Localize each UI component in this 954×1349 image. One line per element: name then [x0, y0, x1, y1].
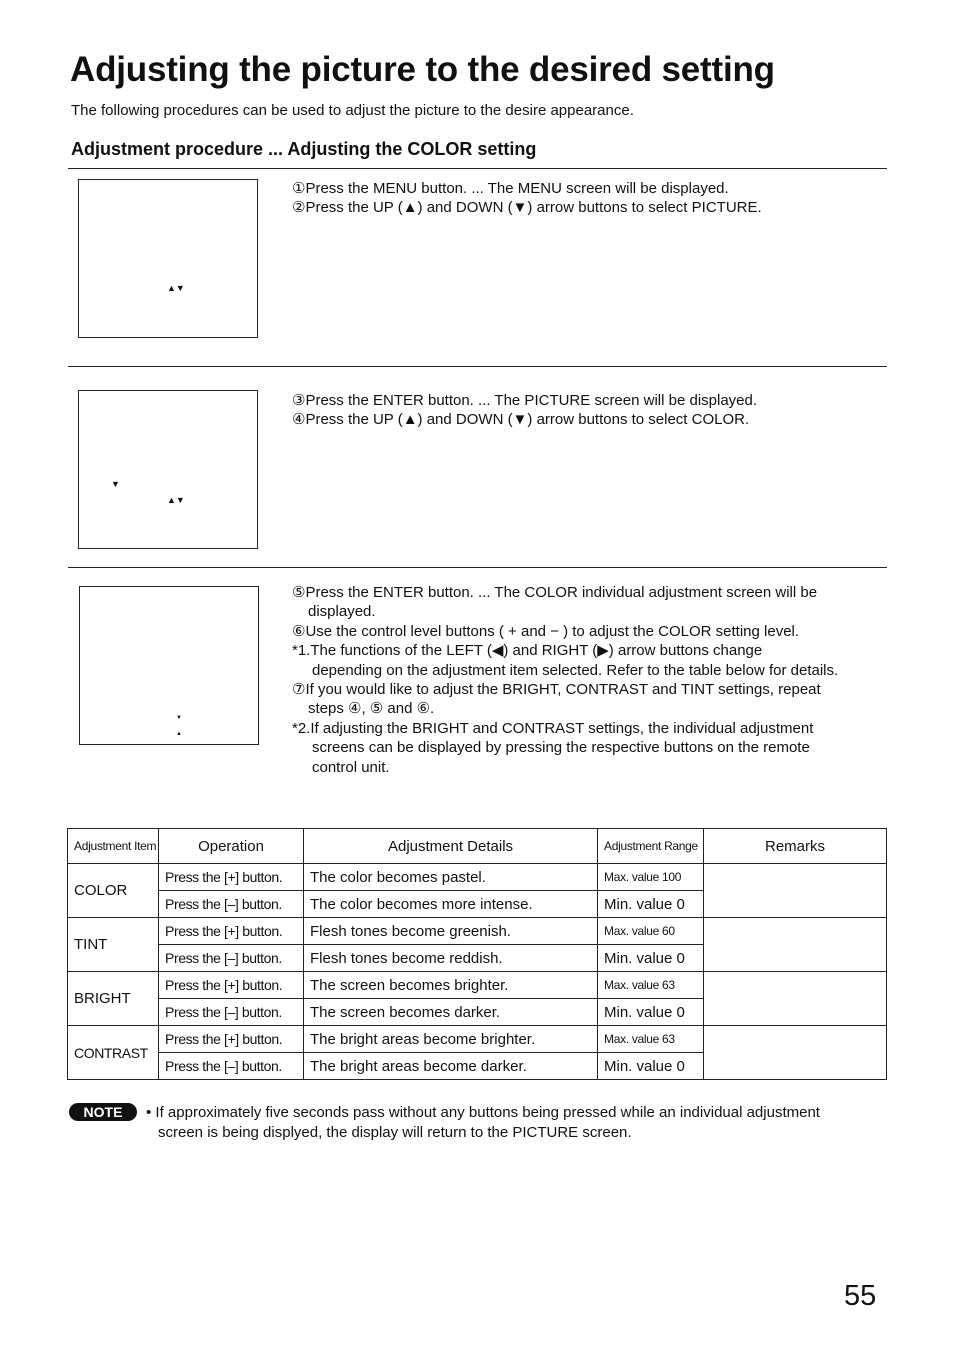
- table-header-row: [68, 829, 887, 864]
- up-down-arrow-icon: ▲▼: [167, 283, 185, 293]
- note-text: [146, 1103, 886, 1142]
- detail-cell: The color becomes pastel.: [304, 864, 598, 891]
- column-header: Operation: [159, 829, 304, 864]
- column-header: Remarks: [704, 829, 887, 864]
- range-cell: Min. value 0: [598, 891, 704, 918]
- remarks-cell: [704, 972, 887, 1026]
- operation-cell: Press the [–] button.: [159, 999, 304, 1026]
- detail-cell: Flesh tones become greenish.: [304, 918, 598, 945]
- step-7: ⑦If you would like to adjust the BRIGHT, CONTRAST and TINT settings, repeat: [292, 681, 821, 699]
- operation-cell: Press the [+] button.: [159, 1026, 304, 1053]
- step-1: ①Press the MENU button. ... The MENU screen will be displayed.: [292, 180, 729, 197]
- note-badge: NOTE: [69, 1103, 137, 1121]
- detail-cell: The bright areas become brighter.: [304, 1026, 598, 1053]
- step-7-continued: steps ④, ⑤ and ⑥.: [308, 700, 435, 718]
- note-line: screen is being displyed, the display will return to the PICTURE screen.: [158, 1123, 632, 1141]
- detail-cell: Flesh tones become reddish.: [304, 945, 598, 972]
- range-cell: Min. value 0: [598, 945, 704, 972]
- step-5: ⑤Press the ENTER button. ... The COLOR individual adjustment screen will be: [292, 584, 818, 601]
- footnote-1-continued: depending on the adjustment item selected. Refer to the table below for details.: [312, 661, 839, 679]
- detail-cell: The screen becomes darker.: [304, 999, 598, 1026]
- detail-cell: The screen becomes brighter.: [304, 972, 598, 999]
- table-row: [68, 1026, 887, 1053]
- section-divider: [68, 567, 887, 568]
- operation-cell: Press the [–] button.: [159, 891, 304, 918]
- color-adjust-screen-illustration: [79, 586, 259, 745]
- page-number: 55: [844, 1280, 877, 1312]
- steps-group-3: [292, 583, 892, 777]
- detail-cell: The color becomes more intense.: [304, 891, 598, 918]
- column-header: Adjustment Item: [68, 829, 159, 864]
- step-2: ②Press the UP (▲) and DOWN (▼) arrow buttons to select PICTURE.: [292, 199, 762, 217]
- up-arrow-icon: ▲: [176, 731, 182, 737]
- range-cell: Min. value 0: [598, 999, 704, 1026]
- step-3: ③Press the ENTER button. ... The PICTURE screen will be displayed.: [292, 392, 758, 409]
- item-cell: BRIGHT: [68, 972, 159, 1026]
- steps-group-1: [292, 179, 892, 218]
- operation-cell: Press the [–] button.: [159, 945, 304, 972]
- table-row: [68, 972, 887, 999]
- step-4: ④Press the UP (▲) and DOWN (▼) arrow buttons to select COLOR.: [292, 411, 750, 429]
- picture-screen-illustration: [78, 390, 258, 549]
- column-header: Adjustment Range: [598, 829, 704, 864]
- range-cell: Min. value 0: [598, 1053, 704, 1080]
- range-cell: Max. value 100: [598, 864, 704, 891]
- operation-cell: Press the [–] button.: [159, 1053, 304, 1080]
- item-cell: COLOR: [68, 864, 159, 918]
- footnote-2-continued: screens can be displayed by pressing the respective buttons on the remote: [312, 739, 810, 757]
- section-heading: Adjustment procedure ... Adjusting the COLOR setting: [71, 139, 537, 159]
- range-cell: Max. value 63: [598, 972, 704, 999]
- steps-group-2: [292, 391, 892, 430]
- step-6: ⑥Use the control level buttons ( + and − ) to adjust the COLOR setting level.: [292, 622, 800, 640]
- down-arrow-icon: ▼: [111, 479, 120, 489]
- operation-cell: Press the [+] button.: [159, 972, 304, 999]
- detail-cell: The bright areas become darker.: [304, 1053, 598, 1080]
- operation-cell: Press the [+] button.: [159, 918, 304, 945]
- column-header: Adjustment Details: [304, 829, 598, 864]
- table-row: [68, 864, 887, 891]
- item-cell: CONTRAST: [68, 1026, 159, 1080]
- footnote-2-continued: control unit.: [312, 758, 390, 776]
- up-down-arrow-icon: ▲▼: [167, 495, 185, 505]
- intro-text: The following procedures can be used to adjust the picture to the desire appearance.: [71, 102, 634, 119]
- section-divider: [68, 168, 887, 169]
- range-cell: Max. value 60: [598, 918, 704, 945]
- adjustment-table: [67, 828, 887, 1080]
- range-cell: Max. value 63: [598, 1026, 704, 1053]
- remarks-cell: [704, 864, 887, 918]
- footnote-2: *2.If adjusting the BRIGHT and CONTRAST settings, the individual adjustment: [292, 719, 814, 737]
- operation-cell: Press the [+] button.: [159, 864, 304, 891]
- section-divider: [68, 366, 887, 367]
- page-title: Adjusting the picture to the desired setting: [70, 50, 775, 89]
- remarks-cell: [704, 1026, 887, 1080]
- step-5-continued: displayed.: [308, 603, 376, 621]
- menu-screen-illustration: [78, 179, 258, 338]
- note-line: • If approximately five seconds pass without any buttons being pressed while an individual adjustment: [146, 1104, 820, 1121]
- down-arrow-icon: ▼: [176, 715, 182, 721]
- table-row: [68, 918, 887, 945]
- item-cell: TINT: [68, 918, 159, 972]
- footnote-1: *1.The functions of the LEFT (◀) and RIGHT (▶) arrow buttons change: [292, 642, 763, 660]
- remarks-cell: [704, 918, 887, 972]
